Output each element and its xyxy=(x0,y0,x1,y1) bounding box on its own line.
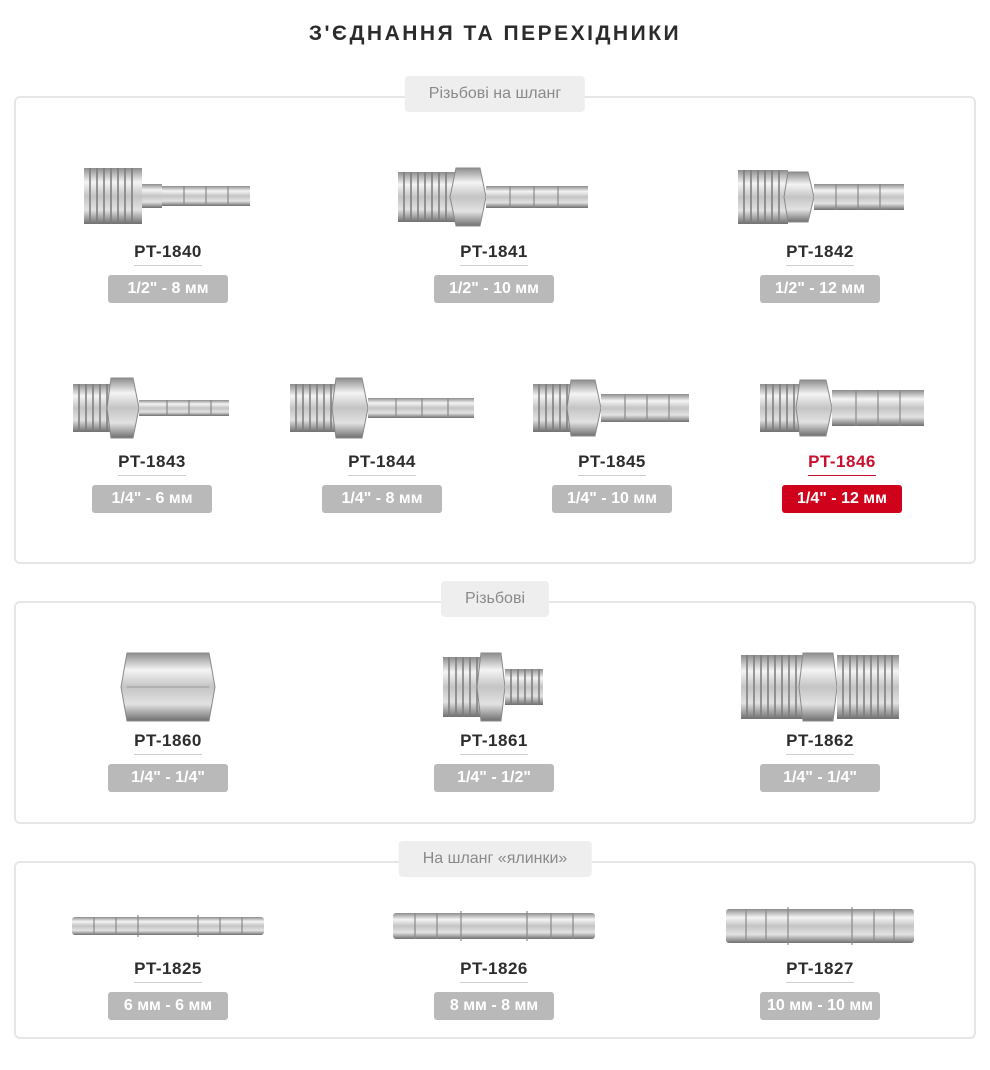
size-badge: 1/4" - 10 мм xyxy=(552,485,672,513)
hose-splicer-icon xyxy=(68,897,268,953)
product-pt-1861[interactable] xyxy=(384,649,604,792)
size-badge: 6 мм - 6 мм xyxy=(108,992,228,1020)
size-badge: 1/4" - 1/4" xyxy=(108,764,228,792)
size-badge: 1/2" - 8 мм xyxy=(108,275,228,303)
product-pt-1862[interactable] xyxy=(710,649,930,792)
size-badge: 1/4" - 1/2" xyxy=(434,764,554,792)
section-threaded xyxy=(14,590,976,824)
product-pt-1826[interactable] xyxy=(384,897,604,1020)
size-badge: 8 мм - 8 мм xyxy=(434,992,554,1020)
product-code: PT-1844 xyxy=(348,452,416,476)
hose-barb-fitting-icon xyxy=(754,370,930,446)
reducer-nipple-icon xyxy=(439,649,549,725)
product-pt-1844[interactable] xyxy=(272,370,492,513)
hose-barb-fitting-icon xyxy=(730,158,910,236)
size-badge: 1/2" - 10 мм xyxy=(434,275,554,303)
product-pt-1843[interactable] xyxy=(42,370,262,513)
product-code: PT-1862 xyxy=(786,731,854,755)
hose-barb-fitting-icon xyxy=(67,370,237,446)
double-nipple-icon xyxy=(735,649,905,725)
product-pt-1840[interactable] xyxy=(58,158,278,303)
product-code: PT-1861 xyxy=(460,731,528,755)
hex-coupling-icon xyxy=(113,649,223,725)
hose-barb-fitting-icon xyxy=(78,158,258,236)
section-label: Різьбові на шланг xyxy=(405,76,585,112)
section-label: На шланг «ялинки» xyxy=(399,841,592,877)
hose-barb-fitting-icon xyxy=(527,370,697,446)
size-badge: 1/4" - 1/4" xyxy=(760,764,880,792)
product-code: PT-1845 xyxy=(578,452,646,476)
product-code: PT-1841 xyxy=(460,242,528,266)
section-threaded-hose xyxy=(14,85,976,564)
product-pt-1827[interactable] xyxy=(710,897,930,1020)
section-hose-splicers xyxy=(14,850,976,1039)
section-label: Різьбові xyxy=(441,581,549,617)
size-badge: 1/4" - 6 мм xyxy=(92,485,212,513)
product-pt-1841[interactable] xyxy=(384,158,604,303)
size-badge: 1/4" - 8 мм xyxy=(322,485,442,513)
product-code: PT-1827 xyxy=(786,959,854,983)
size-badge: 1/2" - 12 мм xyxy=(760,275,880,303)
product-code: PT-1825 xyxy=(134,959,202,983)
hose-splicer-icon xyxy=(389,897,599,953)
product-code: PT-1826 xyxy=(460,959,528,983)
product-code: PT-1842 xyxy=(786,242,854,266)
hose-splicer-icon xyxy=(722,897,918,953)
product-code: PT-1860 xyxy=(134,731,202,755)
hose-barb-fitting-icon xyxy=(394,158,594,236)
product-pt-1842[interactable] xyxy=(710,158,930,303)
product-code: PT-1843 xyxy=(118,452,186,476)
product-pt-1846[interactable] xyxy=(732,370,952,513)
product-pt-1825[interactable] xyxy=(58,897,278,1020)
product-code: PT-1846 xyxy=(808,452,876,476)
page-title: З'ЄДНАННЯ ТА ПЕРЕХІДНИКИ xyxy=(308,22,682,45)
hose-barb-fitting-icon xyxy=(284,370,480,446)
product-pt-1860[interactable] xyxy=(58,649,278,792)
size-badge: 10 мм - 10 мм xyxy=(760,992,880,1020)
product-code: PT-1840 xyxy=(134,242,202,266)
product-pt-1845[interactable] xyxy=(502,370,722,513)
size-badge: 1/4" - 12 мм xyxy=(782,485,902,513)
